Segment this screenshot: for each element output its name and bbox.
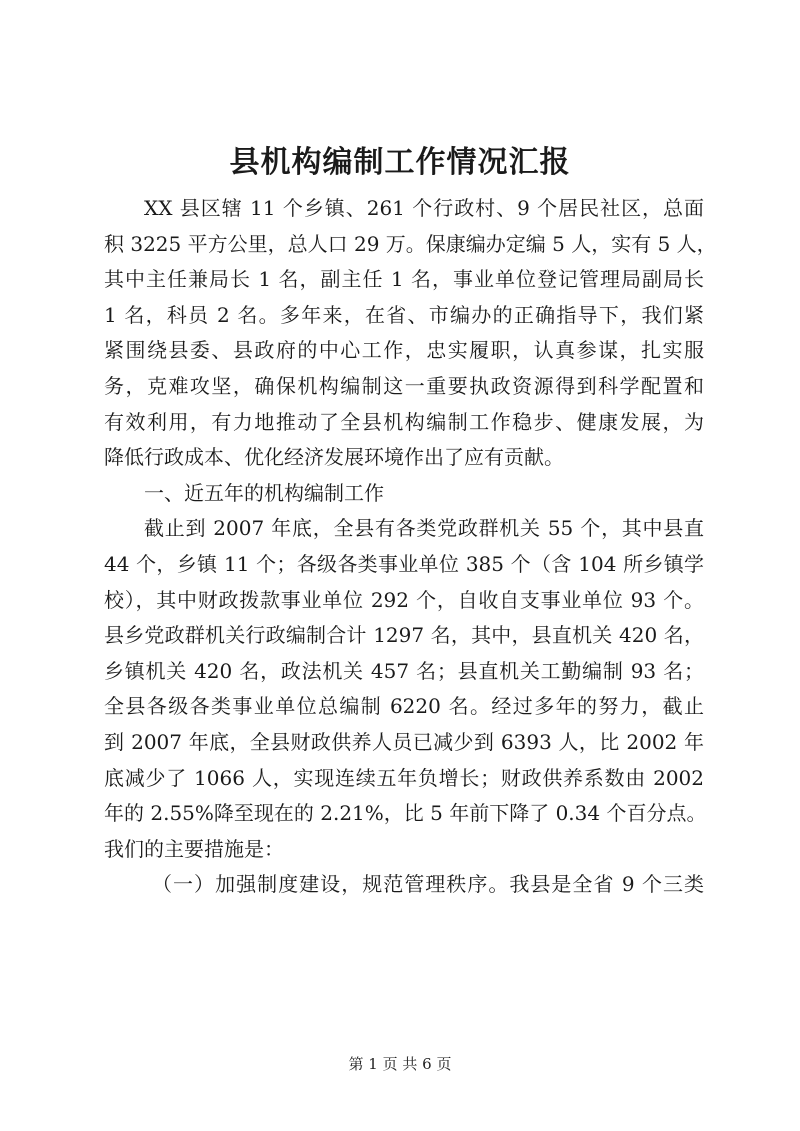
text-line: 到 2007 年底，全县财政供养人员已减少到 6393 人，比 2002 年 (104, 729, 704, 754)
text-line: 全县各级各类事业单位总编制 6220 名。经过多年的努力，截止 (104, 694, 704, 719)
text-line: 44 个，乡镇 11 个；各级各类事业单位 385 个（含 104 所乡镇学 (104, 551, 704, 576)
text-line: 县乡党政群机关行政编制合计 1297 名，其中，县直机关 420 名， (104, 623, 704, 648)
text-line: XX 县区辖 11 个乡镇、261 个行政村、9 个居民社区，总面 (144, 196, 704, 220)
document-title: 县机构编制工作情况汇报 (229, 145, 571, 180)
text-line: 乡镇机关 420 名，政法机关 457 名；县直机关工勤编制 93 名； (104, 658, 704, 683)
text-line: 紧围绕县委、县政府的中心工作，忠实履职，认真参谋，扎实服 (104, 338, 704, 363)
section-heading (104, 476, 704, 512)
text-line: 年的 2.55%降至现在的 2.21%，比 5 年前下降了 0.34 个百分点。 (104, 801, 707, 826)
text-line: 其中主任兼局长 1 名，副主任 1 名，事业单位登记管理局副局长 (104, 267, 704, 292)
text-line: 1 名，科员 2 名。多年来，在省、市编办的正确指导下，我们紧 (104, 302, 704, 327)
text-line: 降低行政成本、优化经济发展环境作出了应有贡献。 (104, 445, 564, 470)
text-line: （一）加强制度建设，规范管理秩序。我县是全省 9 个三类 (152, 872, 704, 897)
text-line: 积 3225 平方公里，总人口 29 万。保康编办定编 5 人，实有 5 人， (104, 231, 717, 256)
paragraph-intro (104, 191, 717, 476)
text-line: 有效利用，有力地推动了全县机构编制工作稳步、健康发展，为 (104, 409, 704, 434)
paragraph-statistics (104, 511, 707, 867)
text-line: 我们的主要措施是： (104, 836, 284, 861)
heading-line: 一、近五年的机构编制工作 (144, 480, 384, 505)
text-line: 校），其中财政拨款事业单位 292 个，自收自支事业单位 93 个。 (104, 587, 704, 612)
text-line: 截止到 2007 年底，全县有各类党政群机关 55 个，其中县直 (144, 516, 704, 541)
document-body (104, 191, 717, 903)
text-line: 底减少了 1066 人，实现连续五年负增长；财政供养系数由 2002 (104, 765, 704, 790)
text-line: 务，克难攻坚，确保机构编制这一重要执政资源得到科学配置和 (104, 373, 704, 398)
page-footer: 第 1 页 共 6 页 (348, 1055, 452, 1073)
subsection-heading (104, 867, 704, 903)
